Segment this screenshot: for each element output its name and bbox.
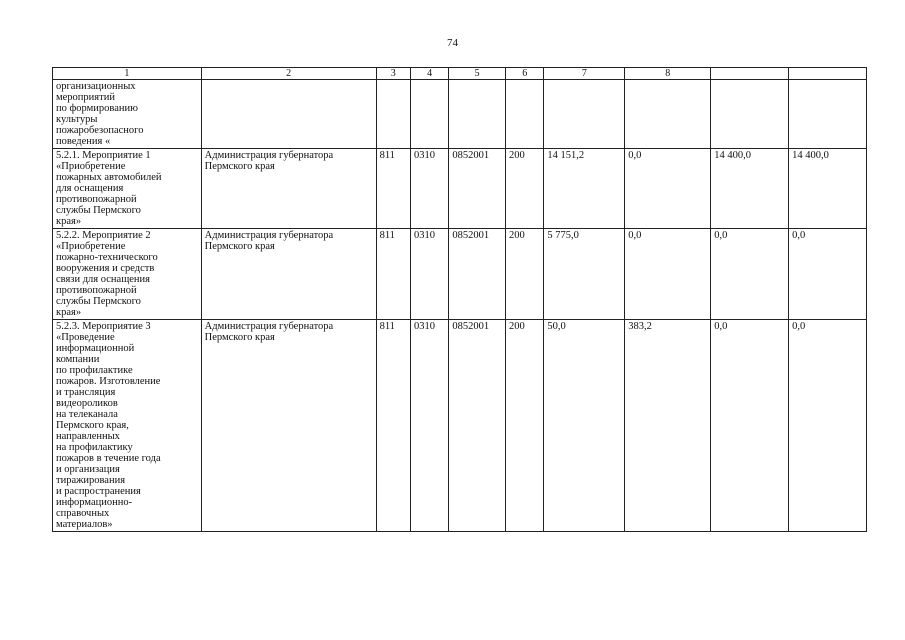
amount-cell: 0,0 (711, 320, 789, 532)
amount-cell (789, 80, 867, 149)
column-header: 8 (625, 68, 711, 80)
amount-cell (625, 80, 711, 149)
section-cell (410, 80, 448, 149)
table-row (53, 149, 867, 229)
amount-cell (544, 80, 625, 149)
amount-cell: 14 400,0 (789, 149, 867, 229)
column-header: 4 (410, 68, 448, 80)
budget-table (52, 67, 867, 532)
amount-cell: 50,0 (544, 320, 625, 532)
grbs-cell: 811 (376, 149, 410, 229)
amount-cell: 0,0 (711, 229, 789, 320)
grbs-cell (376, 80, 410, 149)
amount-cell: 0,0 (625, 149, 711, 229)
amount-cell (711, 80, 789, 149)
amount-cell: 0,0 (789, 320, 867, 532)
column-header (711, 68, 789, 80)
executor-cell: Администрация губернатора Пермского края (201, 229, 376, 320)
amount-cell: 14 400,0 (711, 149, 789, 229)
grbs-cell: 811 (376, 320, 410, 532)
amount-cell: 5 775,0 (544, 229, 625, 320)
activity-name-cell: 5.2.3. Мероприятие 3 «Проведение информационной компании по профилактике пожаров. Изготовление и трансляция видеороликов на телеканала Пермского края, направленных на профилактику пожаров в течение года и организация тиражирования и распространения информационно- справочных материалов» (53, 320, 202, 532)
column-header: 7 (544, 68, 625, 80)
executor-cell: Администрация губернатора Пермского края (201, 149, 376, 229)
table-row (53, 80, 867, 149)
column-header (789, 68, 867, 80)
expense-type-cell: 200 (505, 229, 543, 320)
amount-cell: 0,0 (625, 229, 711, 320)
table-row (53, 229, 867, 320)
executor-cell (201, 80, 376, 149)
expense-type-cell: 200 (505, 149, 543, 229)
activity-name-cell: организационных мероприятий по формированию культуры пожаробезопасного поведения « (53, 80, 202, 149)
amount-cell: 14 151,2 (544, 149, 625, 229)
target-article-cell (449, 80, 506, 149)
target-article-cell: 0852001 (449, 320, 506, 532)
target-article-cell: 0852001 (449, 149, 506, 229)
column-header: 3 (376, 68, 410, 80)
executor-cell: Администрация губернатора Пермского края (201, 320, 376, 532)
header-row (53, 68, 867, 80)
table-row (53, 320, 867, 532)
amount-cell: 383,2 (625, 320, 711, 532)
target-article-cell: 0852001 (449, 229, 506, 320)
column-header: 1 (53, 68, 202, 80)
column-header: 2 (201, 68, 376, 80)
amount-cell: 0,0 (789, 229, 867, 320)
column-header: 5 (449, 68, 506, 80)
activity-name-cell: 5.2.1. Мероприятие 1 «Приобретение пожарных автомобилей для оснащения противопожарной службы Пермского края» (53, 149, 202, 229)
expense-type-cell: 200 (505, 320, 543, 532)
grbs-cell: 811 (376, 229, 410, 320)
section-cell: 0310 (410, 320, 448, 532)
activity-name-cell: 5.2.2. Мероприятие 2 «Приобретение пожарно-технического вооружения и средств связи для оснащения противопожарной службы Пермского края» (53, 229, 202, 320)
section-cell: 0310 (410, 149, 448, 229)
section-cell: 0310 (410, 229, 448, 320)
page-number: 74 (447, 37, 458, 49)
expense-type-cell (505, 80, 543, 149)
column-header: 6 (505, 68, 543, 80)
